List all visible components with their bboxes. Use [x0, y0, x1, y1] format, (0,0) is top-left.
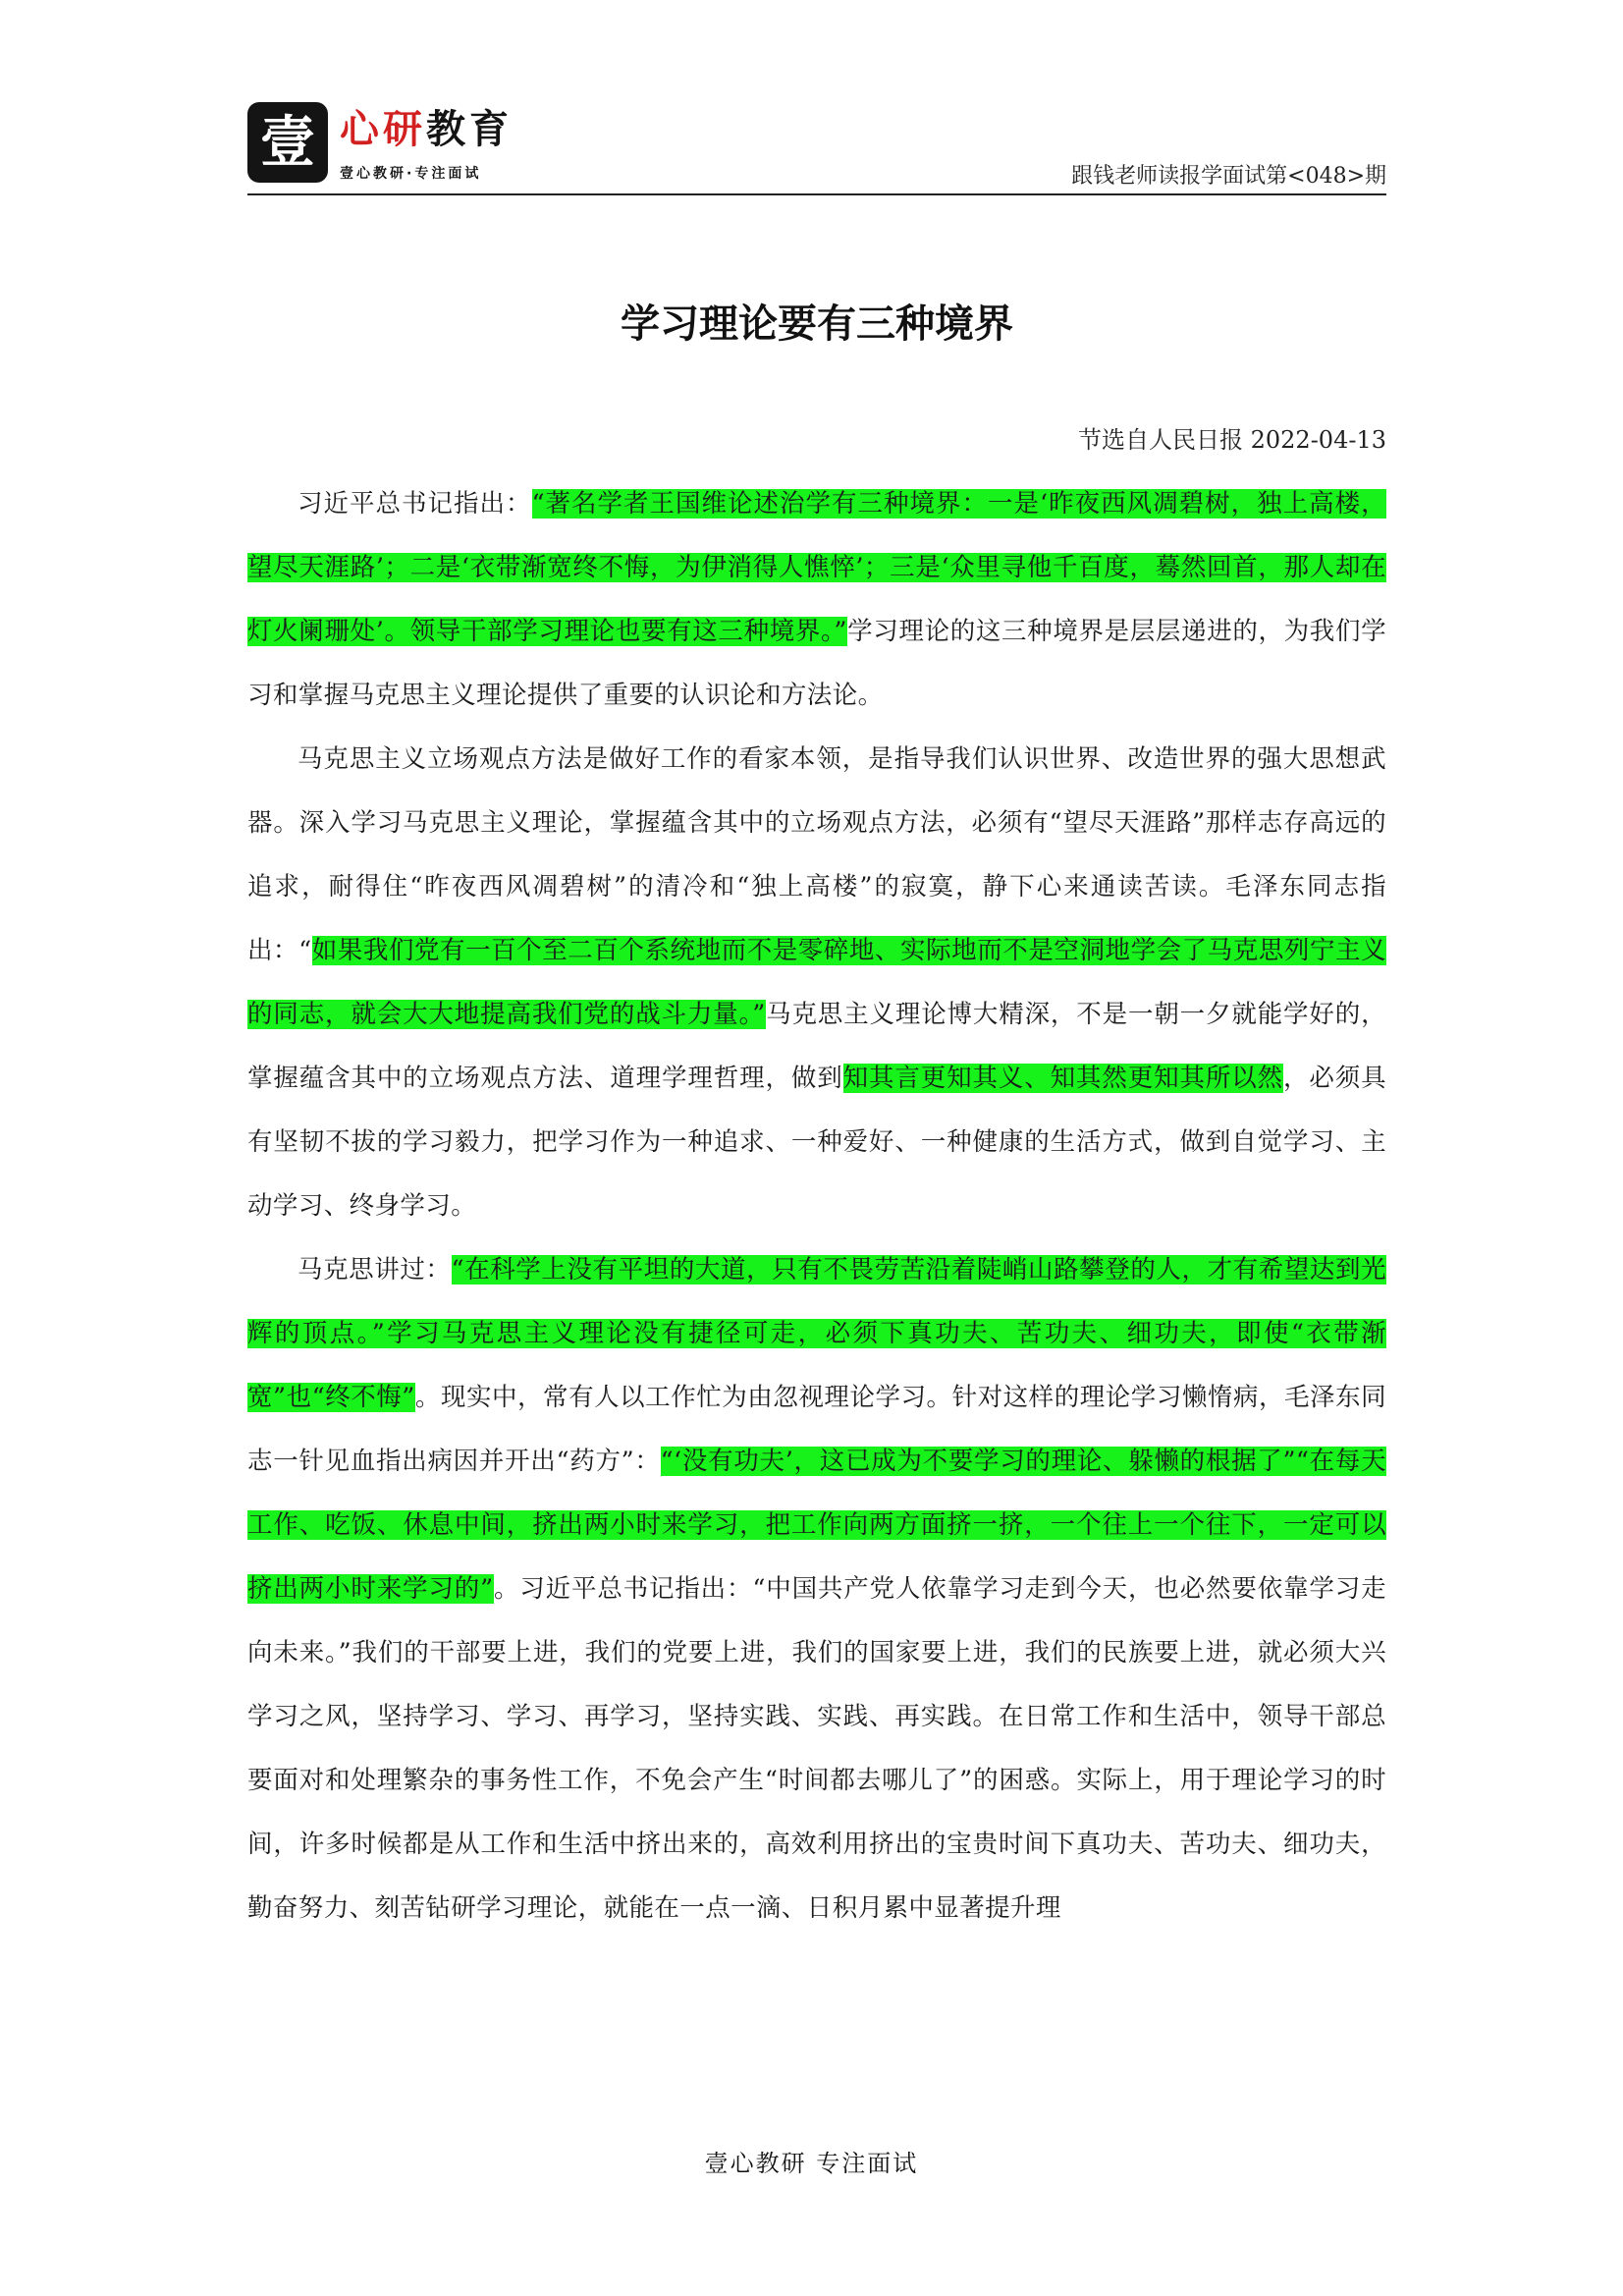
- brand-name-red: 心研: [340, 106, 426, 152]
- highlighted-quote: “在科学上没有平坦的大道，只有不畏劳苦沿着陡峭山路攀登的人，才有希望达到光辉的顶点。”学习马克思主义理论没有捷径可走，必须下真功夫、苦功夫、细功夫，即使“衣带渐宽”也“终不悔”: [247, 1255, 1386, 1412]
- text-run: 。习近平总书记指出：“中国共产党人依靠学习走到今天，也必然要依靠学习走向未来。”我们的干部要上进，我们的党要上进，我们的国家要上进，我们的民族要上进，就必须大兴学习之风，坚持学习、学习、再学习，坚持实践、实践、再实践。在日常工作和生活中，领导干部总要面对和处理繁杂的事务性工作，不免会产生“时间都去哪儿了”的困惑。实际上，用于理论学习的时间，许多时候都是从工作和生活中挤出来的，高效利用挤出的宝贵时间下真功夫、苦功夫、细功夫，勤奋努力、刻苦钻研学习理论，就能在一点一滴、日积月累中显著提升理: [247, 1574, 1386, 1923]
- paragraph-3: [247, 1238, 1386, 1941]
- text-run: 马克思主义立场观点方法是做好工作的看家本领，是指导我们认识世界、改造世界的强大思想武器。深入学习马克思主义理论，掌握蕴含其中的立场观点方法，必须有“望尽天涯路”那样志存高远的追求，耐得住“昨夜西风凋碧树”的清冷和“独上高楼”的寂寞，静下心来通读苦读。毛泽东同志指出：“: [247, 744, 1386, 965]
- article-title: 学习理论要有三种境界: [621, 301, 1013, 347]
- highlighted-quote: “著名学者王国维论述治学有三种境界：一是‘昨夜西风凋碧树，独上高楼，望尽天涯路’；二是‘衣带渐宽终不悔，为伊消得人憔悴’；三是‘众里寻他千百度，蓦然回首，那人却在灯火阑珊处’。领导干部学习理论也要有这三种境界。”: [247, 489, 1386, 646]
- article-source: 节选自人民日报 2022-04-13: [1077, 426, 1386, 454]
- page-header: [247, 102, 1386, 196]
- article-body: [247, 472, 1386, 1941]
- highlighted-quote: 如果我们党有一百个至二百个系统地而不是零碎地、实际地而不是空洞地学会了马克思列宁主义的同志，就会大大地提高我们党的战斗力量。”: [247, 936, 1386, 1029]
- text-run: ，必须具有坚韧不拔的学习毅力，把学习作为一种追求、一种爱好、一种健康的生活方式，做到自觉学习、主动学习、终身学习。: [247, 1064, 1386, 1221]
- header-divider: [247, 193, 1386, 195]
- text-run: 马克思讲过：: [298, 1255, 452, 1285]
- brand-name: [340, 104, 513, 155]
- paragraph-1: [247, 472, 1386, 728]
- page-footer: 壹心教研 专注面试: [704, 2150, 919, 2177]
- highlighted-quote: “‘没有功夫’，这已成为不要学习的理论、躲懒的根据了”“在每天工作、吃饭、休息中间，挤出两小时来学习，把工作向两方面挤一挤，一个往上一个往下，一定可以挤出两小时来学习的”: [247, 1447, 1386, 1604]
- logo-icon: 壹: [247, 102, 328, 183]
- text-run: 学习理论的这三种境界是层层递进的，为我们学习和掌握马克思主义理论提供了重要的认识论和方法论。: [247, 617, 1386, 710]
- issue-label: 跟钱老师读报学面试第<048>期: [1071, 164, 1386, 189]
- text-run: 习近平总书记指出：: [298, 489, 532, 519]
- brand-tagline: 壹心教研·专注面试: [340, 166, 482, 182]
- highlighted-phrase: 知其言更知其义、知其然更知其所以然: [842, 1064, 1283, 1093]
- brand-name-black: 教育: [426, 106, 513, 152]
- paragraph-2: [247, 728, 1386, 1238]
- text-run: 马克思主义理论博大精深，不是一朝一夕就能学好的，掌握蕴含其中的立场观点方法、道理学理哲理，做到: [247, 1000, 1387, 1093]
- text-run: 。现实中，常有人以工作忙为由忽视理论学习。针对这样的理论学习懒惰病，毛泽东同志一针见血指出病因并开出“药方”：: [247, 1383, 1387, 1476]
